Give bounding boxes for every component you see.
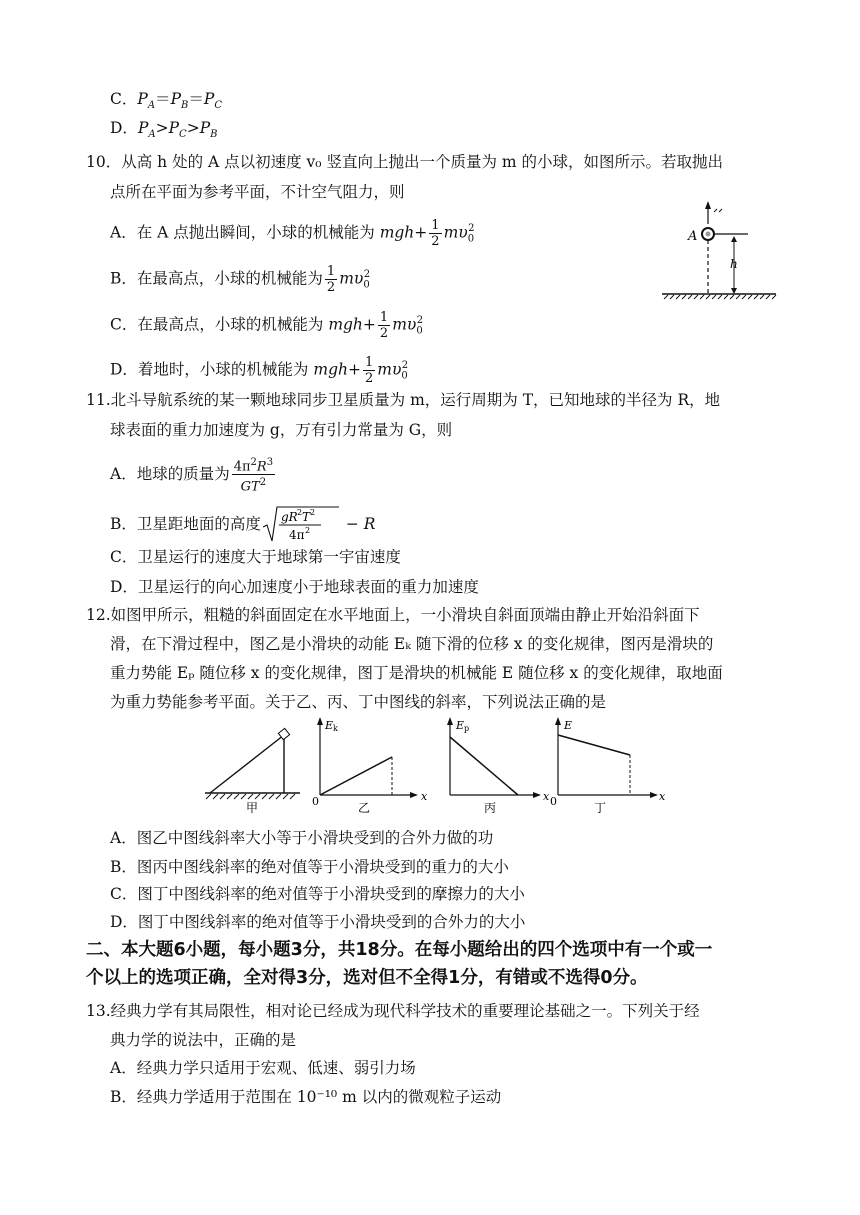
q10-option-a: A．在 A 点抛出瞬间，小球的机械能为 mgh+ $\frac{1}{2}$ $m\upsilon_0^2$ — [110, 218, 475, 249]
q10-label-h: h — [730, 257, 738, 271]
option-d: D．$P_A>P_C>P_B$ — [110, 119, 218, 141]
svg-text:丁: 丁 — [594, 801, 607, 815]
svg-text:E: E — [456, 719, 465, 732]
q10-stem-line2: 点所在平面为参考平面，不计空气阻力，则 — [110, 183, 405, 201]
q12-option-c: C．图丁中图线斜率的绝对值等于小滑块受到的摩擦力的大小 — [110, 885, 525, 903]
q12-option-a: A．图乙中图线斜率大小等于小滑块受到的合外力做的功 — [110, 829, 494, 847]
svg-text:gR: gR — [280, 510, 298, 524]
q11-option-b: B．卫星距地面的高度 gR 2 T 2 4π 2 − R — [110, 508, 376, 542]
q12-option-d: D．图丁中图线斜率的绝对值等于小滑块受到的合外力的大小 — [110, 913, 526, 931]
svg-text:T: T — [301, 510, 310, 524]
q13-stem-line1: 13.经典力学有其局限性，相对论已经成为现代科学技术的重要理论基础之一。下列关于经 — [86, 1002, 700, 1020]
svg-text:k: k — [333, 724, 338, 733]
section2-heading-line2: 个以上的选项正确，全对得3分，选对但不全得1分，有错或不选得0分。 — [86, 968, 648, 988]
svg-text:乙: 乙 — [358, 801, 371, 815]
q12-option-b: B．图丙中图线斜率的绝对值等于小滑块受到的重力的大小 — [110, 858, 509, 876]
svg-text:x: x — [659, 790, 666, 803]
q12-stem-line1: 12.如图甲所示，粗糙的斜面固定在水平地面上，一小滑块自斜面顶端由静止开始沿斜面下 — [86, 606, 700, 624]
q11-option-a: A．地球的质量为 $\frac{4\pi^2R^3}{GT^2}$ — [110, 457, 274, 495]
svg-text:E: E — [564, 719, 573, 732]
q11-stem-line2: 球表面的重力加速度为 g，万有引力常量为 G，则 — [110, 421, 453, 439]
svg-text:0: 0 — [312, 795, 319, 808]
q10-stem-line1: 10．从高 h 处的 A 点以初速度 v₀ 竖直向上抛出一个质量为 m 的小球，如图所示。若取抛出 — [86, 153, 723, 171]
svg-text:2: 2 — [309, 508, 315, 517]
svg-text:2: 2 — [296, 508, 302, 517]
svg-text:E: E — [325, 719, 334, 732]
q12-stem-line4: 为重力势能参考平面。关于乙、丙、丁中图线的斜率，下列说法正确的是 — [110, 693, 607, 711]
svg-text:2: 2 — [304, 526, 310, 535]
svg-text:甲: 甲 — [246, 801, 259, 815]
q10-option-d: D．着地时，小球的机械能为 mgh+ $\frac{1}{2}$ $m\upsilon_0^2$ — [110, 355, 409, 386]
q11-option-c: C．卫星运行的速度大于地球第一宇宙速度 — [110, 548, 401, 566]
svg-text:x: x — [421, 790, 428, 803]
svg-text:丙: 丙 — [484, 801, 497, 815]
q10-option-c: C．在最高点，小球的机械能为 mgh+ $\frac{1}{2}$ $m\upsilon_0^2$ — [110, 310, 424, 341]
q10-option-b: B．在最高点，小球的机械能为 $\frac{1}{2}$ $m\upsilon_0^2$ — [110, 264, 371, 295]
q10-label-a: A — [688, 229, 698, 244]
q12-stem-line2: 滑，在下滑过程中，图乙是小滑块的动能 Eₖ 随下滑的位移 x 的变化规律，图丙是滑块的 — [110, 635, 714, 653]
q13-option-b: B．经典力学适用于范围在 10⁻¹⁰ m 以内的微观粒子运动 — [110, 1088, 502, 1106]
option-c: C．$P_A=P_B=P_C$ — [110, 90, 222, 112]
q12-stem-line3: 重力势能 Eₚ 随位移 x 的变化规律，图丁是滑块的机械能 E 随位移 x 的变化规律，取地面 — [110, 664, 723, 682]
figure-ding — [550, 717, 666, 815]
figure-bing — [447, 717, 550, 815]
figure-jia — [205, 728, 300, 815]
figure-yi — [312, 717, 428, 815]
svg-text:x: x — [543, 790, 550, 803]
q11-stem-line1: 11.北斗导航系统的某一颗地球同步卫星质量为 m，运行周期为 T，已知地球的半径为 R，地 — [86, 391, 721, 409]
svg-text:p: p — [464, 724, 470, 733]
section2-heading-line1: 二、本大题6小题，每小题3分，共18分。在每小题给出的四个选项中有一个或一 — [86, 940, 713, 960]
q11-option-d: D．卫星运行的向心加速度小于地球表面的重力加速度 — [110, 578, 479, 596]
q13-stem-line2: 典力学的说法中，正确的是 — [110, 1031, 297, 1049]
svg-text:4π: 4π — [288, 528, 305, 542]
q12-figures — [200, 715, 670, 815]
q10-figure — [660, 198, 780, 302]
svg-text:0: 0 — [550, 795, 557, 808]
q13-option-a: A．经典力学只适用于宏观、低速、弱引力场 — [110, 1059, 416, 1077]
